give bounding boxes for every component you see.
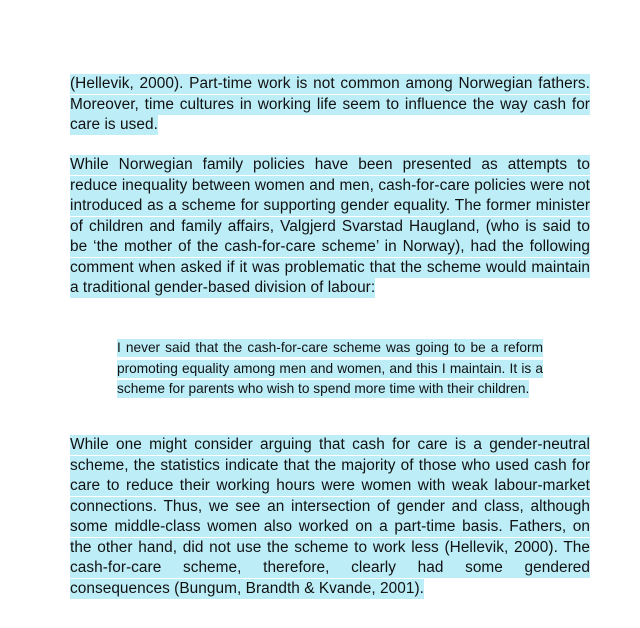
block-quote xyxy=(117,338,543,400)
highlighted-text[interactable]: I never said that the cash-for-care scheme was going to be a reform promoting equality among men and women, and this I maintain. It is a scheme for parents who wish to spend more time with their children. xyxy=(117,340,543,396)
paragraph-1 xyxy=(70,74,590,136)
highlighted-text[interactable]: (Hellevik, 2000). Part-time work is not common among Norwegian fathers. Moreover, time cultures in working life seem to influence the way cash for care is used. xyxy=(70,75,590,133)
highlighted-text[interactable]: While Norwegian family policies have been presented as attempts to reduce inequality between women and men, cash-for-care policies were not introduced as a scheme for supporting gender equality. The former minister of children and family affairs, Valgjerd Svarstad Haugland, (who is said to be ‘the mother of the cash-for-care scheme’ in Norway), had the following comment when asked if it was problematic that the scheme would maintain a traditional gender-based division of labour: xyxy=(70,156,590,296)
paragraph-2 xyxy=(70,155,590,299)
paragraph-4 xyxy=(70,435,590,599)
highlighted-text[interactable]: While one might consider arguing that cash for care is a gender-neutral scheme, the statistics indicate that the majority of those who used cash for care to reduce their working hours were women with weak labour-market connections. Thus, we see an intersection of gender and class, although some middle-class women also worked on a part-time basis. Fathers, on the other hand, did not use the scheme to work less (Hellevik, 2000). The cash-for-care scheme, therefore, clearly had some gendered consequences (Bungum, Brandth & Kvande, 2001). xyxy=(70,436,590,597)
